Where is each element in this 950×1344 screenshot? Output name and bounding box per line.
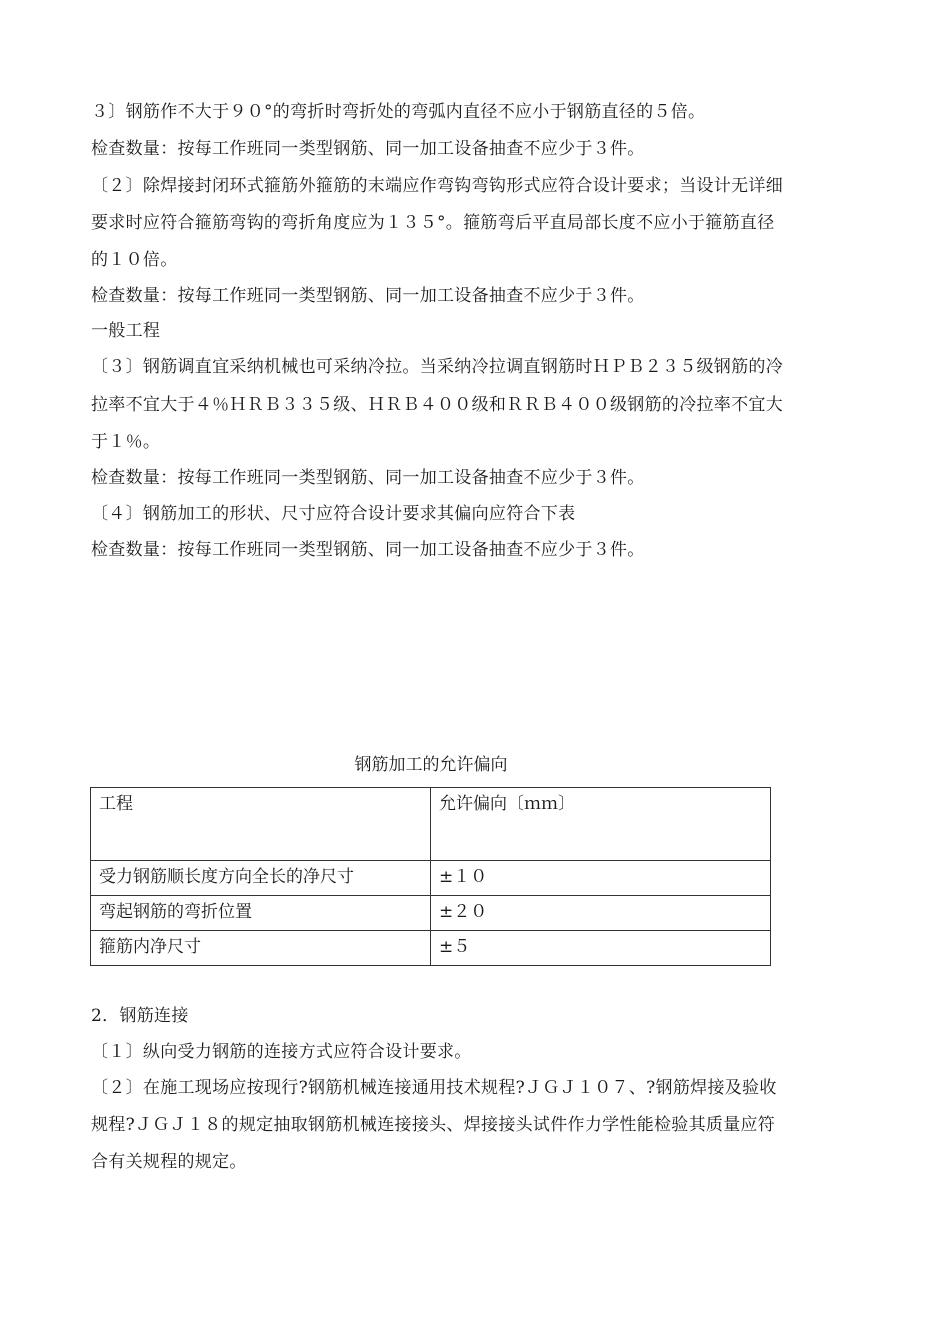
table-row bbox=[91, 861, 771, 896]
paragraph-line: 〔３〕钢筋调直宜采纳机械也可采纳冷拉。当采纳冷拉调直钢筋时ＨＰＢ２３５级钢筋的冷 bbox=[91, 357, 783, 377]
paragraph-line: 〔１〕纵向受力钢筋的连接方式应符合设计要求。 bbox=[91, 1042, 472, 1062]
paragraph-line: 检查数量：按每工作班同一类型钢筋、同一加工设备抽查不应少于３件。 bbox=[91, 468, 645, 488]
paragraph-line: 规程?ＪＧＪ１８的规定抽取钢筋机械连接接头、焊接接头试件作力学性能检验其质量应符 bbox=[91, 1115, 776, 1135]
paragraph-line: 〔２〕在施工现场应按现行?钢筋机械连接通用技术规程?ＪＧＪ１０７、?钢筋焊接及验收 bbox=[91, 1078, 777, 1098]
table-cell: 箍筋内净尺寸 bbox=[91, 931, 431, 966]
paragraph-line: 拉率不宜大于４％ＨＲＢ３３５级、ＨＲＢ４００级和ＲＲＢ４００级钢筋的冷拉率不宜大 bbox=[91, 395, 783, 415]
table-cell: 受力钢筋顺长度方向全长的净尺寸 bbox=[91, 861, 431, 896]
paragraph-line: 合有关规程的规定。 bbox=[91, 1152, 247, 1172]
table-cell: ±２０ bbox=[431, 896, 771, 931]
paragraph-line: 的１０倍。 bbox=[91, 250, 178, 270]
table-header-cell: 允许偏向〔ｍｍ〕 bbox=[431, 788, 771, 861]
table-cell: ±５ bbox=[431, 931, 771, 966]
paragraph-line: 〔２〕除焊接封闭环式箍筋外箍筋的末端应作弯钩弯钩形式应符合设计要求；当设计无详细 bbox=[91, 176, 783, 196]
table-row bbox=[91, 896, 771, 931]
paragraph-line: 检查数量：按每工作班同一类型钢筋、同一加工设备抽查不应少于３件。 bbox=[91, 139, 645, 159]
paragraph-line: 检查数量：按每工作班同一类型钢筋、同一加工设备抽查不应少于３件。 bbox=[91, 286, 645, 306]
paragraph-line: 要求时应符合箍筋弯钩的弯折角度应为１３５°。箍筋弯后平直局部长度不应小于箍筋直径 bbox=[91, 213, 775, 233]
table-header-cell: 工程 bbox=[91, 788, 431, 861]
table-caption: 钢筋加工的允许偏向 bbox=[354, 755, 508, 775]
table-header-row bbox=[91, 788, 771, 861]
table-cell: 弯起钢筋的弯折位置 bbox=[91, 896, 431, 931]
section-heading: 2．钢筋连接 bbox=[91, 1006, 189, 1026]
paragraph-line: ３〕钢筋作不大于９０°的弯折时弯折处的弯弧内直径不应小于钢筋直径的５倍。 bbox=[91, 102, 706, 122]
tolerance-table bbox=[90, 787, 771, 966]
paragraph-line: 于１％。 bbox=[91, 432, 161, 452]
paragraph-line: 〔４〕钢筋加工的形状、尺寸应符合设计要求其偏向应符合下表 bbox=[91, 504, 576, 524]
table-cell: ±１０ bbox=[431, 861, 771, 896]
table-row bbox=[91, 931, 771, 966]
section-heading: 一般工程 bbox=[91, 321, 161, 341]
paragraph-line: 检查数量：按每工作班同一类型钢筋、同一加工设备抽查不应少于３件。 bbox=[91, 540, 645, 560]
